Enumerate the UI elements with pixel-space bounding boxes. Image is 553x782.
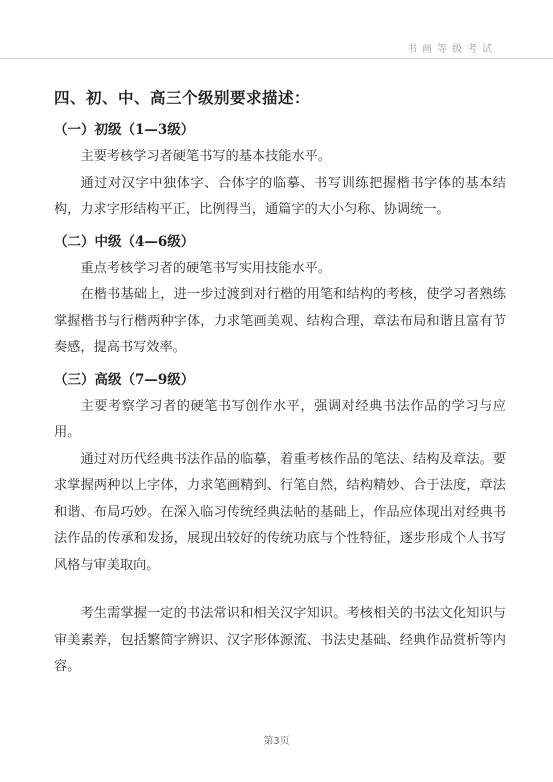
- level-title: （三）高级（7—9级）: [54, 371, 195, 388]
- header-divider: [0, 58, 553, 59]
- level-paragraph: 通过对历代经典书法作品的临摹，着重考核作品的笔法、结构及章法。要求掌握两种以上字体，力求笔画精到、行笔自然，结构精妙、合于法度，章法和谐、布局巧妙。在深入临习传统经典法帖的基础上，作品应体现出对经典书法作品的传承和发扬，展现出较好的传统功底与个性特征，逐步形成个人书写风格与审美取向。: [54, 451, 506, 573]
- level-title: （二）中级（4—6级）: [54, 233, 195, 250]
- level-paragraph: 在楷书基础上，进一步过渡到对行楷的用笔和结构的考核，使学习者熟练掌握楷书与行楷两种字体，力求笔画美观、结构合理，章法布局和谐且富有节奏感，提高书写效率。: [54, 287, 506, 355]
- running-header-title: 书画等级考试: [407, 44, 497, 55]
- page-header: [0, 0, 553, 64]
- level-paragraph: 通过对汉字中独体字、合体字的临摹、书写训练把握楷书字体的基本结构，力求字形结构平正，比例得当，通篇字的大小匀称、协调统一。: [54, 175, 506, 217]
- level-advanced: [54, 368, 506, 580]
- exam-note-paragraph: 考生需掌握一定的书法常识和相关汉字知识。考核相关的书法文化知识与审美素养，包括繁简字辨识、汉字形体源流、书法史基础、经典作品赏析等内容。: [54, 606, 506, 674]
- page-content: [54, 84, 506, 681]
- level-paragraph: 重点考核学习者的硬笔书写实用技能水平。: [80, 260, 332, 276]
- level-beginner: [54, 118, 506, 224]
- level-intermediate: [54, 230, 506, 362]
- page-number: 第3页: [263, 736, 290, 747]
- section-heading: 四、初、中、高三个级别要求描述：: [54, 88, 311, 107]
- level-title: （一）初级（1—3级）: [54, 122, 195, 138]
- level-paragraph: 主要考核学习者硬笔书写的基本技能水平。: [80, 149, 332, 164]
- level-paragraph: 主要考察学习者的硬笔书写创作水平，强调对经典书法作品的学习与应用。: [54, 398, 506, 440]
